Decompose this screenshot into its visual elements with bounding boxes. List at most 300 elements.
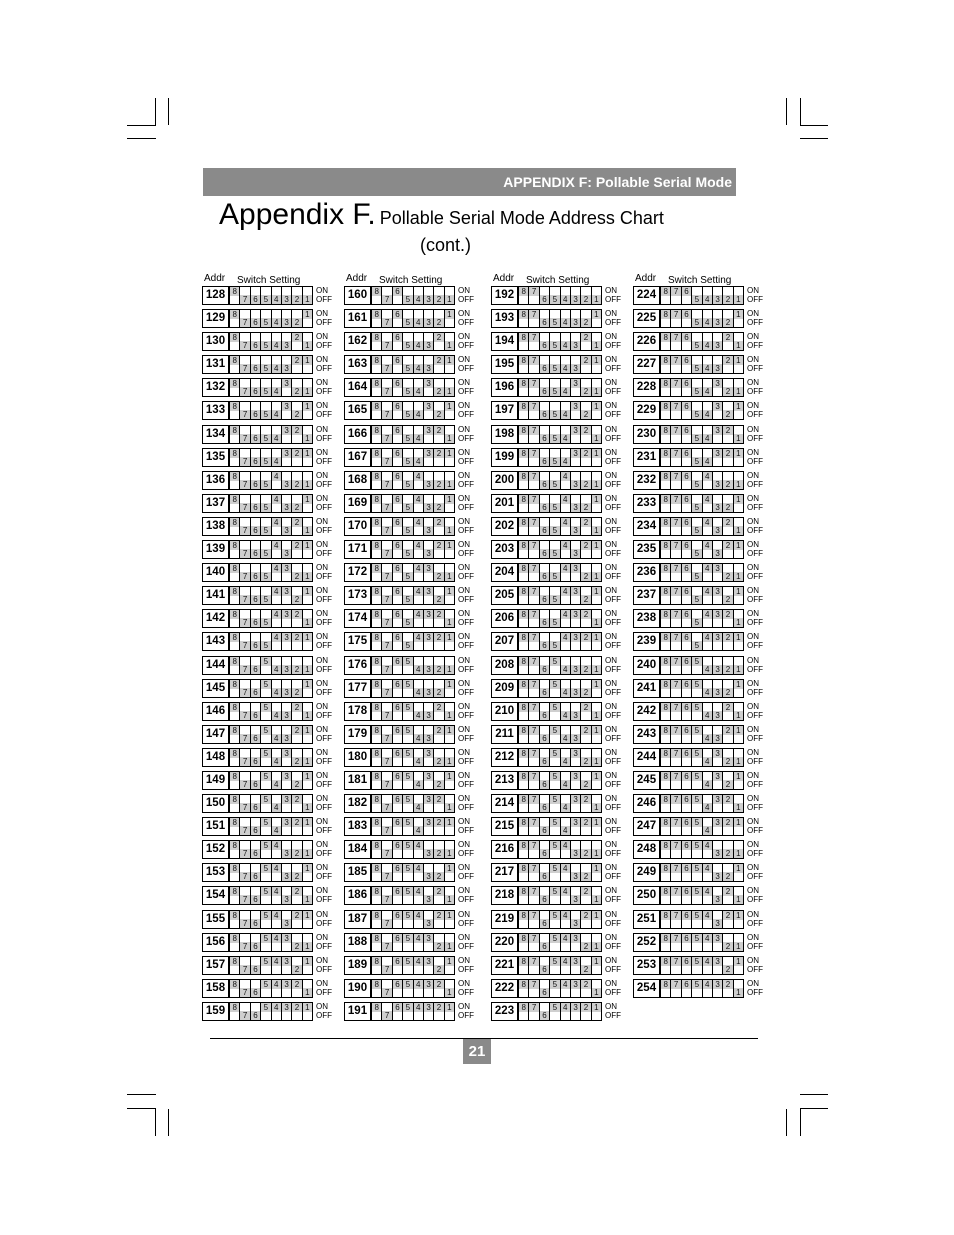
address-value: 187 <box>344 910 371 929</box>
switch-4 <box>414 841 424 858</box>
switch-position: 2 <box>434 942 443 951</box>
switch-3 <box>424 841 434 858</box>
switch-position: 6 <box>540 549 549 558</box>
switch-position: 8 <box>230 818 239 827</box>
switch-7 <box>529 310 539 327</box>
switch-4 <box>703 934 713 951</box>
switch-position: 3 <box>424 772 433 781</box>
switch-position: 7 <box>382 688 391 697</box>
switch-1 <box>303 1003 312 1020</box>
switch-position: 6 <box>540 295 549 304</box>
switch-position: 3 <box>424 1003 433 1012</box>
on-label: ON <box>316 955 328 965</box>
switch-6 <box>393 680 403 697</box>
switch-position: 2 <box>723 518 732 527</box>
off-label: OFF <box>316 549 332 559</box>
address-row <box>344 794 514 817</box>
switch-2 <box>292 818 302 835</box>
switch-4 <box>703 703 713 720</box>
switch-6 <box>393 610 403 627</box>
switch-position: 3 <box>282 772 291 781</box>
switch-6 <box>393 795 403 812</box>
switch-3 <box>713 310 723 327</box>
off-label: OFF <box>458 1010 474 1020</box>
switch-position: 6 <box>251 803 260 812</box>
switch-3 <box>424 541 434 558</box>
switch-position: 3 <box>282 934 291 943</box>
switch-position: 7 <box>240 618 249 627</box>
off-label: OFF <box>316 756 332 766</box>
switch-7 <box>529 633 539 650</box>
switch-4 <box>561 703 571 720</box>
switch-position: 3 <box>571 688 580 697</box>
switch-8 <box>519 541 529 558</box>
dip-switch <box>518 863 602 882</box>
switch-5 <box>403 818 413 835</box>
on-label: ON <box>747 516 759 526</box>
switch-1 <box>592 426 601 443</box>
switch-1 <box>734 610 743 627</box>
switch-5 <box>692 980 702 997</box>
switch-2 <box>434 449 444 466</box>
switch-4 <box>703 980 713 997</box>
off-label: OFF <box>605 895 621 905</box>
switch-position: 6 <box>682 957 691 966</box>
switch-6 <box>682 633 692 650</box>
switch-1 <box>303 333 312 350</box>
address-value: 194 <box>491 332 518 351</box>
switch-7 <box>240 680 250 697</box>
switch-1 <box>303 356 312 373</box>
switch-position: 2 <box>292 703 301 712</box>
switch-7 <box>240 887 250 904</box>
switch-position: 2 <box>292 795 301 804</box>
switch-1 <box>592 333 601 350</box>
switch-position: 7 <box>240 480 249 489</box>
switch-position: 4 <box>414 541 423 550</box>
dip-switch <box>660 632 744 651</box>
switch-7 <box>529 864 539 881</box>
switch-position: 7 <box>671 657 680 666</box>
switch-1 <box>592 726 601 743</box>
switch-7 <box>529 934 539 951</box>
switch-6 <box>540 772 550 789</box>
switch-1 <box>734 426 743 443</box>
on-label: ON <box>747 378 759 388</box>
switch-position: 7 <box>671 818 680 827</box>
dip-switch <box>371 794 455 813</box>
off-label: OFF <box>316 433 332 443</box>
switch-4 <box>272 864 282 881</box>
switch-5 <box>692 333 702 350</box>
switch-4 <box>272 633 282 650</box>
address-value: 171 <box>344 540 371 559</box>
switch-6 <box>251 749 261 766</box>
switch-2 <box>292 379 302 396</box>
switch-position: 5 <box>261 480 270 489</box>
on-label: ON <box>458 470 470 480</box>
switch-position: 5 <box>261 887 270 896</box>
switch-4 <box>414 449 424 466</box>
off-label: OFF <box>458 849 474 859</box>
switch-position: 5 <box>403 410 412 419</box>
switch-3 <box>282 426 292 443</box>
switch-position: 5 <box>550 641 559 650</box>
switch-1 <box>592 1003 601 1020</box>
switch-6 <box>393 980 403 997</box>
switch-3 <box>424 564 434 581</box>
address-value: 184 <box>344 840 371 859</box>
address-row <box>633 702 803 725</box>
switch-position: 6 <box>682 749 691 758</box>
switch-position: 8 <box>519 1003 528 1012</box>
address-value: 216 <box>491 840 518 859</box>
switch-1 <box>303 703 312 720</box>
switch-position: 6 <box>393 379 402 388</box>
dip-switch <box>229 471 313 490</box>
switch-5 <box>261 911 271 928</box>
switch-2 <box>434 495 444 512</box>
on-label: ON <box>605 1001 617 1011</box>
switch-position: 2 <box>581 518 590 527</box>
switch-8 <box>519 310 529 327</box>
switch-position: 3 <box>424 980 433 989</box>
switch-2 <box>723 402 733 419</box>
switch-3 <box>571 518 581 535</box>
switch-5 <box>261 980 271 997</box>
switch-2 <box>292 772 302 789</box>
switch-position: 8 <box>519 518 528 527</box>
switch-position: 5 <box>261 387 270 396</box>
dip-switch <box>229 425 313 444</box>
switch-5 <box>550 449 560 466</box>
switch-position: 1 <box>734 864 743 873</box>
on-label: ON <box>747 632 759 642</box>
on-label: ON <box>458 886 470 896</box>
switch-3 <box>571 703 581 720</box>
address-value: 145 <box>202 679 229 698</box>
switch-position: 4 <box>414 587 423 596</box>
dip-switch <box>518 1002 602 1021</box>
switch-3 <box>571 772 581 789</box>
switch-3 <box>571 841 581 858</box>
switch-2 <box>434 818 444 835</box>
switch-5 <box>692 472 702 489</box>
switch-5 <box>403 379 413 396</box>
address-value: 130 <box>202 332 229 351</box>
switch-position: 5 <box>403 864 412 873</box>
switch-position: 2 <box>723 503 732 512</box>
switch-position: 2 <box>723 387 732 396</box>
on-label: ON <box>747 886 759 896</box>
address-value: 250 <box>633 886 660 905</box>
off-label: OFF <box>316 295 332 304</box>
switch-2 <box>723 610 733 627</box>
switch-3 <box>713 772 723 789</box>
switch-position: 1 <box>445 618 454 627</box>
switch-position: 4 <box>703 341 712 350</box>
switch-3 <box>713 402 723 419</box>
switch-position: 5 <box>550 980 559 989</box>
switch-position: 4 <box>703 841 712 850</box>
switch-position: 8 <box>519 379 528 388</box>
switch-1 <box>303 911 312 928</box>
switch-position: 6 <box>540 1011 549 1020</box>
switch-2 <box>723 518 733 535</box>
switch-1 <box>734 472 743 489</box>
address-value: 197 <box>491 401 518 420</box>
switch-3 <box>282 472 292 489</box>
switch-2 <box>723 680 733 697</box>
switch-1 <box>445 495 454 512</box>
switch-4 <box>414 657 424 674</box>
switch-5 <box>403 911 413 928</box>
switch-position: 1 <box>592 1003 601 1012</box>
switch-position: 6 <box>682 772 691 781</box>
address-value: 251 <box>633 910 660 929</box>
address-value: 188 <box>344 933 371 952</box>
dip-switch <box>518 702 602 721</box>
switch-position: 3 <box>424 957 433 966</box>
switch-1 <box>445 287 454 304</box>
switch-position: 2 <box>723 872 732 881</box>
switch-2 <box>581 472 591 489</box>
switch-3 <box>282 449 292 466</box>
off-label: OFF <box>316 456 332 466</box>
switch-position: 7 <box>671 379 680 388</box>
switch-4 <box>561 680 571 697</box>
address-value: 163 <box>344 355 371 374</box>
switch-5 <box>403 356 413 373</box>
on-label: ON <box>316 447 328 457</box>
switch-position: 7 <box>671 703 680 712</box>
switch-position: 3 <box>713 688 722 697</box>
addr-header: Addr <box>346 273 368 284</box>
switch-position: 7 <box>382 410 391 419</box>
switch-position: 3 <box>713 564 722 573</box>
column-header <box>633 273 803 286</box>
switch-position: 8 <box>519 841 528 850</box>
switch-position: 6 <box>682 841 691 850</box>
address-value: 215 <box>491 817 518 836</box>
switch-5 <box>692 934 702 951</box>
switch-7 <box>671 541 681 558</box>
switch-position: 5 <box>550 657 559 666</box>
switch-1 <box>303 426 312 443</box>
address-row <box>344 540 514 563</box>
switch-position: 3 <box>713 379 722 388</box>
dip-switch <box>229 494 313 513</box>
address-value: 132 <box>202 378 229 397</box>
dip-switch <box>518 725 602 744</box>
switch-position: 4 <box>561 457 570 466</box>
switch-position: 2 <box>292 887 301 896</box>
dip-switch <box>229 355 313 374</box>
switch-5 <box>403 472 413 489</box>
switch-6 <box>251 518 261 535</box>
switch-position: 8 <box>519 287 528 296</box>
switch-position: 3 <box>424 818 433 827</box>
switch-8 <box>230 495 240 512</box>
switch-7 <box>382 356 392 373</box>
switch-position: 3 <box>424 734 433 743</box>
on-label: ON <box>458 724 470 734</box>
switch-position: 6 <box>393 749 402 758</box>
off-label: OFF <box>458 987 474 997</box>
switch-4 <box>561 379 571 396</box>
off-label: OFF <box>605 618 621 628</box>
switch-position: 6 <box>393 703 402 712</box>
switch-3 <box>713 518 723 535</box>
crop-mark <box>168 1109 169 1136</box>
off-label: OFF <box>747 456 763 466</box>
switch-7 <box>382 1003 392 1020</box>
switch-2 <box>292 564 302 581</box>
switch-7 <box>671 657 681 674</box>
switch-1 <box>303 587 312 604</box>
switch-7 <box>671 564 681 581</box>
switch-6 <box>393 726 403 743</box>
switch-3 <box>571 657 581 674</box>
off-label: OFF <box>605 295 621 304</box>
switch-7 <box>671 680 681 697</box>
on-label: ON <box>316 332 328 342</box>
on-label: ON <box>316 378 328 388</box>
off-label: OFF <box>605 779 621 789</box>
switch-2 <box>434 772 444 789</box>
switch-2 <box>581 610 591 627</box>
address-row <box>344 355 514 378</box>
switch-8 <box>372 587 382 604</box>
switch-5 <box>550 472 560 489</box>
switch-1 <box>592 564 601 581</box>
switch-1 <box>303 772 312 789</box>
switch-4 <box>272 541 282 558</box>
switch-position: 7 <box>382 849 391 858</box>
switch-6 <box>393 633 403 650</box>
switch-3 <box>424 772 434 789</box>
switch-5 <box>403 610 413 627</box>
switch-1 <box>303 841 312 858</box>
switch-position: 7 <box>382 572 391 581</box>
switch-position: 1 <box>734 757 743 766</box>
switch-position: 4 <box>703 610 712 619</box>
dip-switch <box>518 956 602 975</box>
switch-2 <box>292 1003 302 1020</box>
switch-6 <box>540 934 550 951</box>
switch-5 <box>692 587 702 604</box>
switch-position: 1 <box>445 849 454 858</box>
switch-2 <box>581 864 591 881</box>
switch-6 <box>393 1003 403 1020</box>
switch-6 <box>682 472 692 489</box>
switch-4 <box>414 310 424 327</box>
switch-position: 2 <box>434 818 443 827</box>
off-label: OFF <box>605 364 621 374</box>
switch-position: 8 <box>519 911 528 920</box>
address-column <box>633 273 803 1002</box>
switch-position: 5 <box>550 572 559 581</box>
on-label: ON <box>316 493 328 503</box>
off-label: OFF <box>747 433 763 443</box>
switch-position: 7 <box>382 618 391 627</box>
switch-position: 2 <box>723 849 732 858</box>
switch-position: 7 <box>529 911 538 920</box>
switch-position: 6 <box>682 495 691 504</box>
switch-position: 8 <box>661 333 670 342</box>
switch-position: 8 <box>519 310 528 319</box>
switch-1 <box>592 680 601 697</box>
switch-position: 7 <box>240 849 249 858</box>
switch-position: 2 <box>434 426 443 435</box>
on-label: ON <box>747 332 759 342</box>
switch-7 <box>240 449 250 466</box>
switch-position: 7 <box>529 426 538 435</box>
switch-position: 1 <box>445 633 454 642</box>
switch-position: 5 <box>550 387 559 396</box>
switch-4 <box>272 518 282 535</box>
switch-position: 7 <box>529 887 538 896</box>
switch-2 <box>434 980 444 997</box>
switch-position: 7 <box>671 887 680 896</box>
switch-position: 5 <box>550 595 559 604</box>
switch-4 <box>414 495 424 512</box>
switch-position: 6 <box>393 287 402 296</box>
on-label: ON <box>316 516 328 526</box>
switch-8 <box>230 333 240 350</box>
switch-position: 8 <box>661 541 670 550</box>
address-row <box>344 748 514 771</box>
address-row <box>344 725 514 748</box>
address-value: 189 <box>344 956 371 975</box>
switch-7 <box>382 934 392 951</box>
switch-position: 4 <box>703 957 712 966</box>
address-value: 144 <box>202 656 229 675</box>
switch-4 <box>703 564 713 581</box>
switch-position: 5 <box>261 549 270 558</box>
switch-position: 4 <box>703 864 712 873</box>
switch-position: 3 <box>282 749 291 758</box>
switch-7 <box>671 980 681 997</box>
switch-position: 6 <box>682 795 691 804</box>
switch-6 <box>251 287 261 304</box>
switch-position: 3 <box>571 402 580 411</box>
switch-position: 8 <box>372 1003 381 1012</box>
switch-3 <box>571 864 581 881</box>
address-row <box>633 401 803 424</box>
switch-1 <box>734 980 743 997</box>
switch-position: 8 <box>661 472 670 481</box>
switch-position: 7 <box>529 356 538 365</box>
switch-position: 1 <box>592 341 601 350</box>
switch-3 <box>713 472 723 489</box>
off-label: OFF <box>605 872 621 882</box>
switch-position: 4 <box>703 541 712 550</box>
switch-8 <box>661 287 671 304</box>
switch-position: 4 <box>561 387 570 396</box>
switch-position: 5 <box>692 772 701 781</box>
address-value: 214 <box>491 794 518 813</box>
switch-position: 2 <box>434 356 443 365</box>
switch-1 <box>445 841 454 858</box>
switch-position: 6 <box>251 826 260 835</box>
switch-position: 4 <box>414 518 423 527</box>
switch-6 <box>393 818 403 835</box>
off-label: OFF <box>605 549 621 559</box>
switch-position: 2 <box>581 333 590 342</box>
switch-7 <box>529 980 539 997</box>
switch-position: 5 <box>403 526 412 535</box>
